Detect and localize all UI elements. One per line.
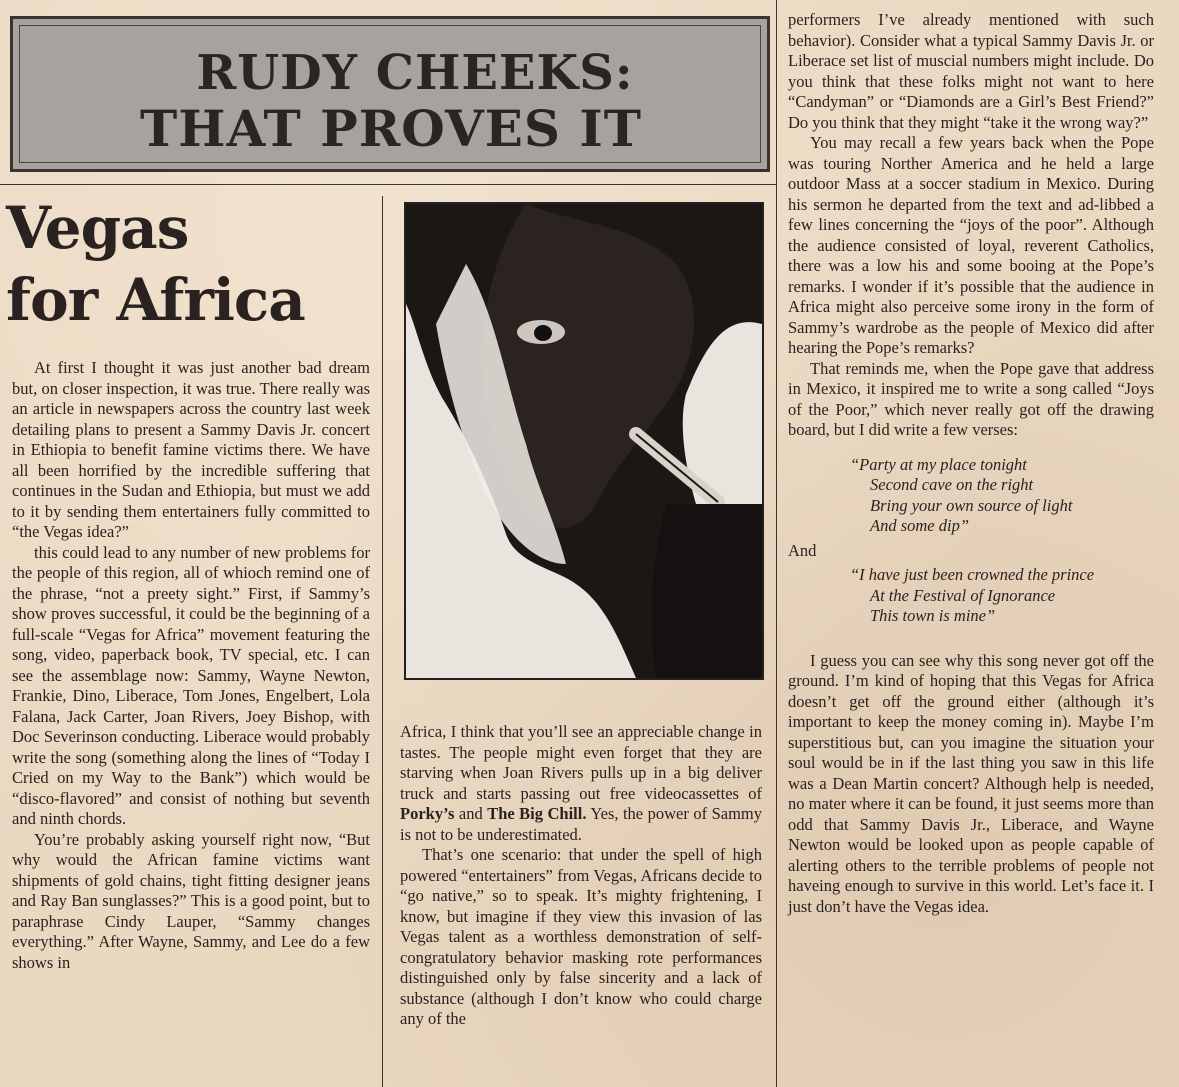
article-photo bbox=[404, 202, 764, 680]
paragraph: this could lead to any number of new problems for the people of this region, all of whioch remind one of the phrase, “not a preety sight.” First, if Sammy’s show proves successful, it could be the beginning of a full-scale “Vegas for Africa” movement featuring the song, video, paperback book, TV special, etc. I can see the assemblage now: Sammy, Wayne Newton, Frankie, Dino, Liberace, Tom Jones, Engelbert, Lola Falana, Jack Carter, Joan Rivers, Joey Bishop, with Doc Severinson conducting. Liberace would probably write the song (something along the lines of “Today I Cried on my Way to the Bank”) which would be “disco-flavored” and consist of nothing but seventh and ninth chords. bbox=[12, 542, 370, 828]
poem-verse-1 bbox=[788, 455, 1154, 537]
paragraph bbox=[400, 722, 762, 845]
poem-line: “I have just been crowned the prince bbox=[850, 565, 1095, 584]
poem-line: “Party at my place tonight bbox=[850, 454, 1027, 474]
banner-underline-rule bbox=[0, 184, 776, 185]
film-title-porkys: Porky’s bbox=[400, 804, 455, 823]
headline-line2: for Africa bbox=[6, 266, 305, 334]
column-banner bbox=[10, 16, 770, 172]
article-column-3 bbox=[788, 10, 1154, 917]
headline-line1: Vegas bbox=[6, 194, 189, 262]
article-headline bbox=[6, 192, 376, 336]
poem-verse-2 bbox=[788, 565, 1154, 627]
text-run: Africa, I think that you’ll see an appreciable change in tastes. The people might even forget that they are starving when Joan Rivers pulls up in a big deliver truck and starts passing out free videocassettes of bbox=[400, 722, 762, 803]
paragraph: That’s one scenario: that under the spell of high powered “entertainers” from Vegas, Africans decide to “go native,” so to speak. It’s mighty frightening, I know, but imagine if they view this invasion of las Vegas talent as a worthless demonstration of self-congratulatory behavior masking rote performances distinguished only by false sincerity and a lack of substance (although I don’t know who could charge any of the bbox=[400, 845, 762, 1028]
paragraph: You may recall a few years back when the Pope was touring Norther America and he held a large outdoor Mass at a soccer stadium in Mexico. During his sermon he departed from the text and ad-libbed a few lines concerning the “joys of the poor”. Although the audience consisted of loyal, reverent Catholics, there was a low his and some booing at the Pope’s remarks. I wonder if it’s possible that the audience in Africa might also perceive some irony in the form of Sammy’s wardrobe as the people of Mexico did after hearing the Pope’s remarks? bbox=[788, 133, 1154, 357]
banner-title-line1: RUDY CHEEKS: bbox=[196, 45, 634, 101]
poem-connector: And bbox=[788, 540, 817, 560]
poem-line: At the Festival of Ignorance bbox=[870, 585, 1056, 605]
photo-portrait-smoking-illustration bbox=[406, 204, 762, 678]
poem-line: Bring your own source of light bbox=[870, 495, 1073, 515]
banner-title-line2: THAT PROVES IT bbox=[140, 99, 642, 158]
poem-line: And some dip” bbox=[870, 516, 969, 535]
paragraph: You’re probably asking yourself right now, “But why would the African famine victims want shipments of gold chains, tight fitting designer jeans and Ray Ban sunglasses?” This is a good point, but to paraphrase Cindy Lauper, “Sammy changes everything.” After Wayne, Sammy, and Lee do a few shows in bbox=[12, 829, 370, 972]
film-title-big-chill: The Big Chill. bbox=[487, 804, 587, 823]
text-run: and bbox=[454, 804, 488, 823]
paragraph: I guess you can see why this song never got off the ground. I’m kind of hoping that this Vegas for Africa doesn’t get off the ground either (although it’s important to keep the money coming in). Maybe I’m superstitious but, can you imagine the situation your soul would be in if the last thing you saw in this life was a Dean Martin concert? Although help is needed, no mater where it can be found, it just seems more than odd that Sammy Davis Jr., Liberace, and Wayne Newton would be looked upon as people capable of alerting others to the terrible problems of people not haveing enough to survive in this world. Let’s face it. I just don’t have the Vegas idea. bbox=[788, 650, 1154, 916]
column-rule-right bbox=[776, 0, 777, 1087]
paragraph: That reminds me, when the Pope gave that address in Mexico, it inspired me to write a song called “Joys of the Poor,” which never really got off the drawing board, but I did write a few verses: bbox=[788, 358, 1154, 439]
paragraph: At first I thought it was just another bad dream but, on closer inspection, it was true. There really was an article in newspapers across the country last week detailing plans to present a Sammy Davis Jr. concert in Ethiopia to benefit famine victims there. We have all been horrified by the incredible suffering that continues in the Sudan and Ethiopia, but must we add to it by sending them entertainers fully committed to “the Vegas idea?” bbox=[12, 358, 370, 541]
column-rule-left bbox=[382, 196, 383, 1087]
poem-line: This town is mine” bbox=[870, 606, 996, 625]
article-column-1 bbox=[12, 358, 370, 973]
paragraph: performers I’ve already mentioned with such behavior). Consider what a typical Sammy Davis Jr. or Liberace set list of muscial numbers might include. Do you think that these folks might not want to here “Candyman” or “Diamonds are a Girl’s Best Friend?” Do you think that they might “take it the wrong way?” bbox=[788, 10, 1154, 132]
article-column-2 bbox=[400, 722, 762, 1030]
poem-line: Second cave on the right bbox=[870, 475, 1034, 494]
text-run: Yes, the power of Sammy is not to be underestimated. bbox=[400, 804, 762, 844]
